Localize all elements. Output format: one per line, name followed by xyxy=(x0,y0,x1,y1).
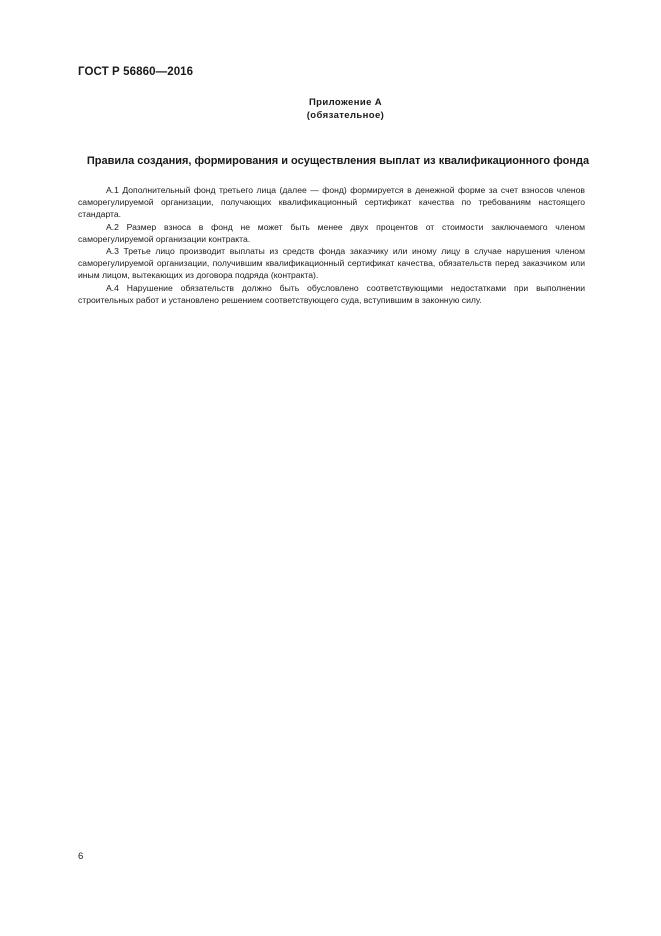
body-text xyxy=(78,184,585,306)
appendix-status: (обязательное) xyxy=(306,110,385,121)
appendix-heading xyxy=(0,96,661,122)
appendix-label: Приложение А xyxy=(308,97,383,108)
paragraph-a4: А.4 Нарушение обязательств должно быть обусловлено соответствующими недостатками при выполнении строительных работ и установлено решением соответствующего суда, вступившим в законную силу. xyxy=(78,282,585,305)
paragraph-a2: А.2 Размер взноса в фонд не может быть менее двух процентов от стоимости заключаемого членом саморегулируемой организации контракта. xyxy=(78,221,585,244)
document-header: ГОСТ Р 56860—2016 xyxy=(78,66,194,78)
section-title: Правила создания, формирования и осуществления выплат из квалификационного фонда xyxy=(86,155,590,167)
paragraph-a1: А.1 Дополнительный фонд третьего лица (далее — фонд) формируется в денежной форме за счет взносов членов саморегулируемой организации, получающих квалификационный сертификат качества по требованиям настоящего стандарта. xyxy=(78,185,585,220)
paragraph-a3: А.3 Третье лицо производит выплаты из средств фонда заказчику или иному лицу в случае нарушения членом саморегулируемой организации, получившим квалификационный сертификат качества, обязательств перед заказчиком или иным лицом, вытекающих из договора подряда (контракта). xyxy=(78,246,585,281)
page-number: 6 xyxy=(78,851,84,862)
